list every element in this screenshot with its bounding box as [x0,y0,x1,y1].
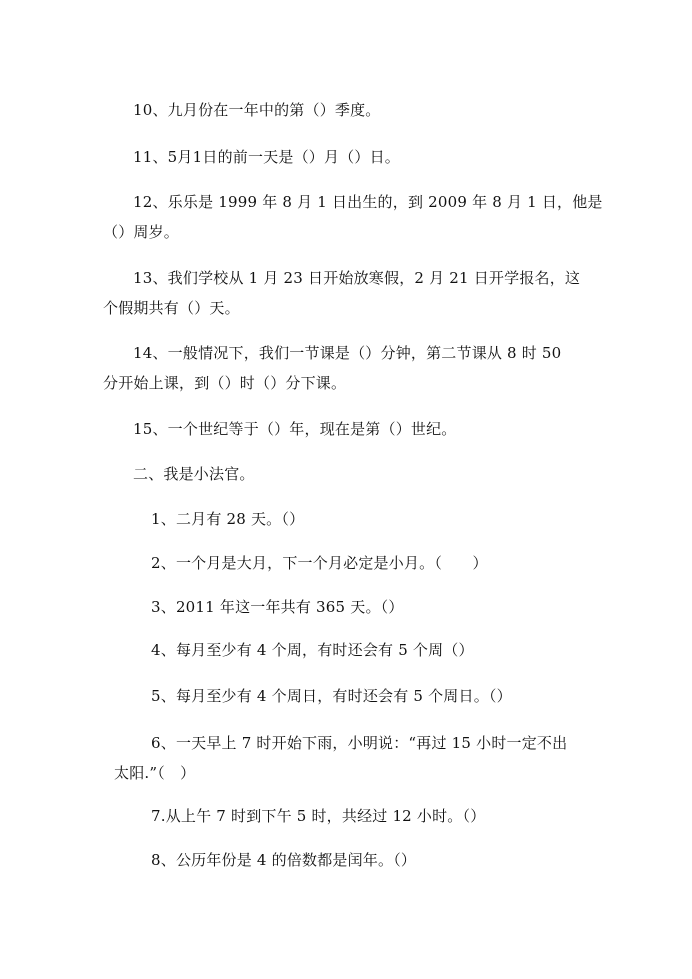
judge-question-1: 1、二月有 28 天。（） [151,510,305,528]
question-12-line-1: 12、乐乐是 1999 年 8 月 1 日出生的，到 2009 年 8 月 1 日，他是 [133,193,603,211]
question-14-line-2: 分开始上课，到（）时（）分下课。 [103,374,347,392]
judge-question-3: 3、2011 年这一年共有 365 天。（） [151,598,404,616]
judge-question-6-line-1: 6、一天早上 7 时开始下雨，小明说：“再过 15 小时一定不出 [151,734,568,752]
question-10-line-1: 10、九月份在一年中的第（）季度。 [133,101,381,119]
judge-question-4: 4、每月至少有 4 个周，有时还会有 5 个周（） [151,641,474,659]
question-13-line-1: 13、我们学校从 1 月 23 日开始放寒假，2 月 21 日开学报名，这 [133,269,581,287]
question-15-line-1: 15、一个世纪等于（）年，现在是第（）世纪。 [133,420,457,438]
section-two-heading: 二、我是小法官。 [133,465,255,483]
question-11-line-1: 11、5月1日的前一天是（）月（）日。 [133,148,400,166]
question-12-line-2: （）周岁。 [103,223,180,241]
judge-question-7: 7.从上午 7 时到下午 5 时，共经过 12 小时。（） [151,807,486,825]
judge-question-5: 5、每月至少有 4 个周日，有时还会有 5 个周日。（） [151,687,512,705]
judge-question-2: 2、一个月是大月，下一个月必定是小月。（ ） [151,554,488,572]
question-13-line-2: 个假期共有（）天。 [103,299,240,317]
question-14-line-1: 14、一般情况下，我们一节课是（）分钟，第二节课从 8 时 50 [133,344,562,362]
judge-question-6-line-2: 太阳.”（ ） [114,764,196,782]
judge-question-8: 8、公历年份是 4 的倍数都是闰年。（） [151,851,417,869]
